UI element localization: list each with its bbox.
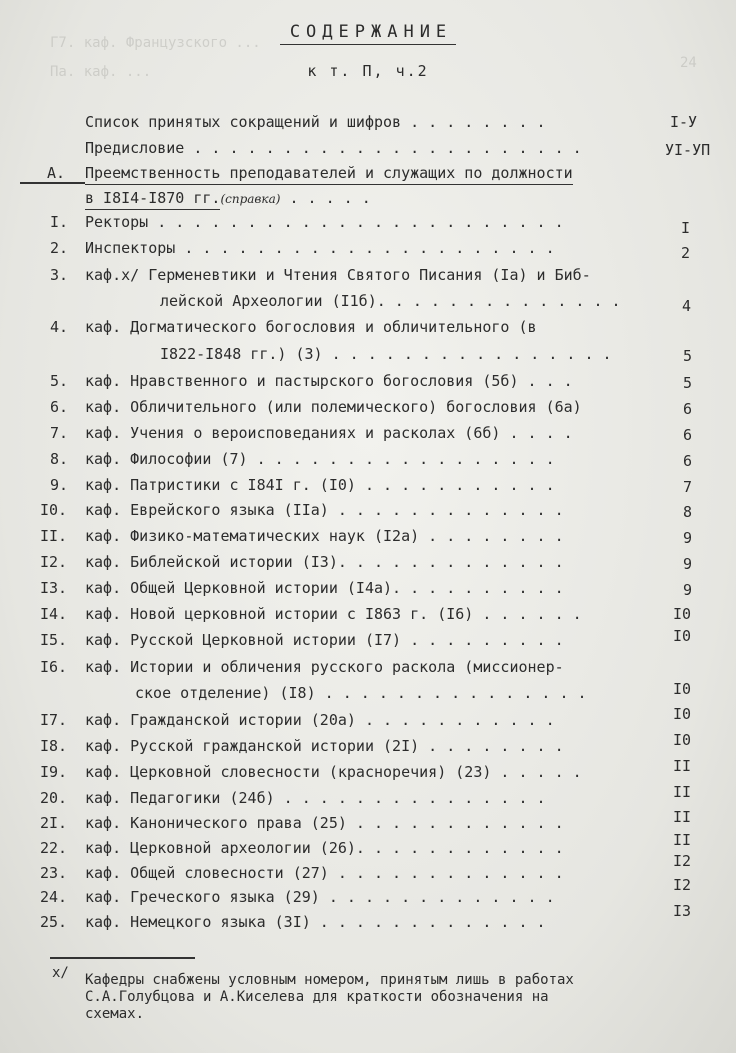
toc-page: I2 xyxy=(673,876,692,894)
bleed-through-text: Г7. каф. Французского ... xyxy=(50,35,261,51)
item-number: I2. xyxy=(40,553,68,571)
item-number: 7. xyxy=(50,424,69,442)
item-number: I0. xyxy=(40,501,68,519)
toc-entry: каф. Обличительного (или полемического) богословия (6а) xyxy=(85,398,582,416)
item-number: 24. xyxy=(40,888,68,906)
toc-page: I0 xyxy=(673,627,692,645)
toc-entry: каф. Немецкого языка (3I) . . . . . . . . . . . . . xyxy=(85,913,546,931)
section-heading-line1: Преемственность преподавателей и служащих по должности xyxy=(85,164,573,185)
item-number: 4. xyxy=(50,318,69,336)
toc-entry-preface: Предисловие . . . . . . . . . . . . . . . . . . . . . . xyxy=(85,139,582,157)
toc-page: II xyxy=(673,757,692,775)
toc-page: I0 xyxy=(673,705,692,723)
section-dots: . . . . . xyxy=(289,189,371,207)
toc-page: I0 xyxy=(673,731,692,749)
footnote-line: Кафедры снабжены условным номером, принятым лишь в работах xyxy=(85,972,574,988)
item-number: I6. xyxy=(40,658,68,676)
toc-entry: каф. Педагогики (24б) . . . . . . . . . . . . . . . xyxy=(85,789,546,807)
toc-page: II xyxy=(673,808,692,826)
volume-subtitle: к т. П, ч.2 xyxy=(307,62,429,80)
item-number: I9. xyxy=(40,763,68,781)
toc-page: I2 xyxy=(673,852,692,870)
toc-page: 5 xyxy=(683,374,693,392)
handwritten-note: (справка) xyxy=(220,192,281,206)
toc-page: 9 xyxy=(683,581,693,599)
section-heading-cont xyxy=(85,189,371,207)
toc-page: I0 xyxy=(673,605,692,623)
item-number: 2I. xyxy=(40,814,68,832)
section-heading xyxy=(85,164,573,182)
toc-page: 6 xyxy=(683,426,693,444)
toc-page: I xyxy=(681,219,691,237)
item-number: 22. xyxy=(40,839,68,857)
toc-page: 6 xyxy=(683,452,693,470)
toc-page: II xyxy=(673,831,692,849)
toc-entry: каф. Физико-математических наук (I2а) . . . . . . . . xyxy=(85,527,564,545)
bleed-through-page: 24 xyxy=(680,55,697,71)
toc-entry: каф. Общей Церковной истории (I4а). . . . . . . . . . xyxy=(85,579,564,597)
toc-entry: каф. Нравственного и пастырского богословия (5б) . . . xyxy=(85,372,573,390)
toc-entry-cont: лейской Археологии (I1б). . . . . . . . . . . . . . xyxy=(160,292,621,310)
toc-entry: Инспекторы . . . . . . . . . . . . . . . . . . . . . xyxy=(85,239,555,257)
toc-entry: каф. Церковной словесности (красноречия) (23) . . . . . xyxy=(85,763,582,781)
item-number: 2. xyxy=(50,239,69,257)
item-number: I3. xyxy=(40,579,68,597)
item-number: I5. xyxy=(40,631,68,649)
item-number: II. xyxy=(40,527,68,545)
toc-entry: каф. Патристики с I84I г. (I0) . . . . . . . . . . . xyxy=(85,476,555,494)
toc-entry: каф. Русской Церковной истории (I7) . . . . . . . . . xyxy=(85,631,564,649)
item-number: 25. xyxy=(40,913,68,931)
toc-entry: каф. Общей словесности (27) . . . . . . . . . . . . . xyxy=(85,864,564,882)
item-number: 8. xyxy=(50,450,69,468)
toc-page: 9 xyxy=(683,555,693,573)
toc-entry: каф. Еврейского языка (IIа) . . . . . . . . . . . . . xyxy=(85,501,564,519)
toc-entry: каф. Философии (7) . . . . . . . . . . . . . . . . . xyxy=(85,450,555,468)
item-number: 20. xyxy=(40,789,68,807)
toc-entry-cont: I822-I848 гг.) (3) . . . . . . . . . . . . . . . . xyxy=(160,345,612,363)
section-heading-line2: в I8I4-I870 гг. xyxy=(85,189,220,210)
footnote-line: схемах. xyxy=(85,1006,145,1022)
item-number: 3. xyxy=(50,266,69,284)
footnote-mark: x/ xyxy=(52,965,69,981)
toc-page: 4 xyxy=(682,297,692,315)
item-number: I7. xyxy=(40,711,68,729)
toc-entry: каф. Греческого языка (29) . . . . . . . . . . . . . xyxy=(85,888,555,906)
toc-entry-cont: ское отделение) (I8) . . . . . . . . . . . . . . . xyxy=(135,684,587,702)
toc-page: 8 xyxy=(683,503,693,521)
toc-entry: каф. Русской гражданской истории (2I) . . . . . . . . xyxy=(85,737,564,755)
item-number: 5. xyxy=(50,372,69,390)
section-left-rule xyxy=(20,182,85,184)
toc-entry: каф. Церковной археологии (26). . . . . . . . . . . . xyxy=(85,839,564,857)
toc-entry: каф. Канонического права (25) . . . . . . . . . . . . xyxy=(85,814,564,832)
toc-page: 2 xyxy=(681,244,691,262)
footnote-line: С.А.Голубцова и А.Киселева для краткости обозначения на xyxy=(85,989,549,1005)
toc-entry: каф.x/ Герменевтики и Чтения Святого Писания (Iа) и Биб- xyxy=(85,266,591,284)
toc-page-preface: УI-УП xyxy=(665,141,711,159)
toc-entry: каф. Учения о вероисповеданиях и расколах (6б) . . . . xyxy=(85,424,573,442)
toc-entry: каф. Новой церковной истории с I863 г. (I6) . . . . . . xyxy=(85,605,582,623)
toc-entry: Ректоры . . . . . . . . . . . . . . . . . . . . . . . xyxy=(85,213,564,231)
toc-entry: каф. Истории и обличения русского раскола (миссионер- xyxy=(85,658,564,676)
toc-page: 9 xyxy=(683,529,693,547)
item-number: I. xyxy=(50,213,69,231)
toc-page-abbreviations: I-У xyxy=(670,113,698,131)
toc-page: 6 xyxy=(683,400,693,418)
toc-page: I3 xyxy=(673,902,692,920)
item-number: 23. xyxy=(40,864,68,882)
page-title xyxy=(0,22,736,42)
toc-entry: каф. Библейской истории (I3). . . . . . . . . . . . . xyxy=(85,553,564,571)
item-number: 6. xyxy=(50,398,69,416)
toc-entry: каф. Гражданской истории (20а) . . . . . . . . . . . xyxy=(85,711,555,729)
toc-page: II xyxy=(673,783,692,801)
item-number: I8. xyxy=(40,737,68,755)
page-title-text: СОДЕРЖАНИЕ xyxy=(280,22,456,45)
item-number: 9. xyxy=(50,476,69,494)
toc-entry-abbreviations: Список принятых сокращений и шифров . . . . . . . . xyxy=(85,113,546,131)
bleed-through-text: Па. каф. ... xyxy=(50,64,152,80)
item-number: I4. xyxy=(40,605,68,623)
section-letter: А. xyxy=(47,164,66,182)
toc-entry: каф. Догматического богословия и обличительного (в xyxy=(85,318,537,336)
toc-page: 5 xyxy=(683,347,693,365)
toc-page: 7 xyxy=(683,478,693,496)
toc-page: I0 xyxy=(673,680,692,698)
footnote-rule xyxy=(50,957,195,959)
